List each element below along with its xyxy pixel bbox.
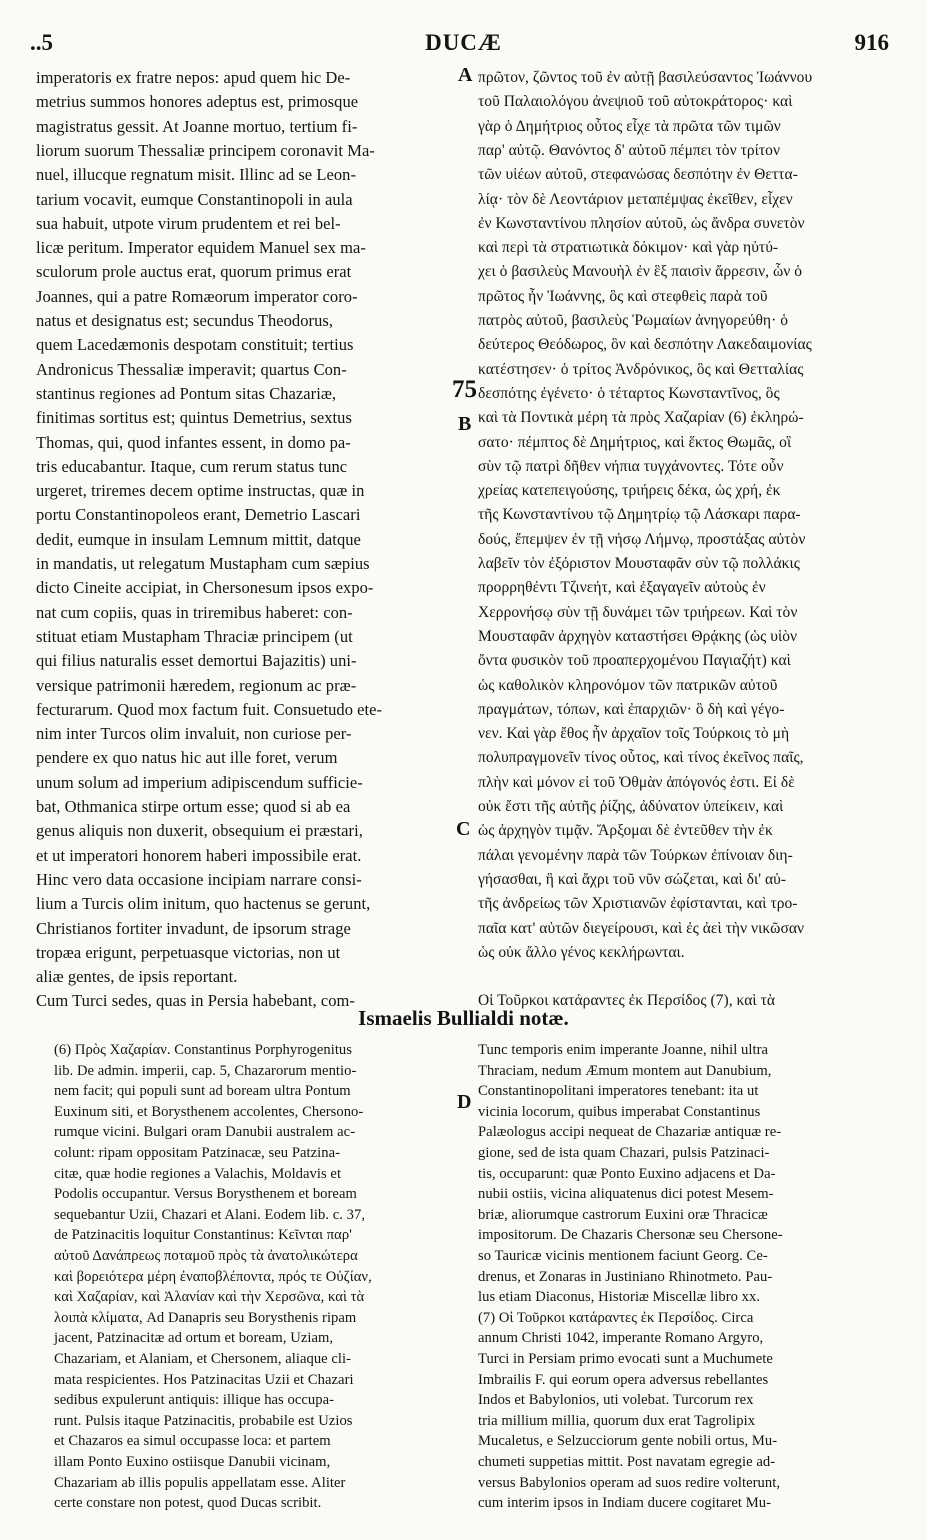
greek-line-text: οὐκ ἔστι τῆς αὐτῆς ῥίζης, ἀδύνατον ὑπείκειν, καὶ bbox=[478, 798, 784, 815]
note-left-line bbox=[54, 1102, 449, 1123]
note-left-line-text: rumque vicini. Bulgari oram Danubii australem ac- bbox=[54, 1124, 356, 1141]
greek-line-text: σατο· πέμπτος δὲ Δημήτριος, καὶ ἕκτος Θωμᾶς, οἳ bbox=[478, 433, 792, 451]
latin-line-text: sua habuit, utpote virum prudentem et rei bel- bbox=[36, 213, 341, 233]
greek-line bbox=[478, 649, 896, 673]
greek-line-text: Οἱ Τοῦρκοι κατάραντες ἐκ Περσίδος (7), καὶ τὰ bbox=[478, 992, 776, 1010]
latin-line bbox=[36, 139, 459, 163]
latin-line bbox=[36, 965, 459, 989]
latin-line bbox=[36, 188, 459, 212]
latin-line-text: imperatoris ex fratre nepos: apud quem hic De- bbox=[36, 68, 351, 87]
note-left-line bbox=[54, 1143, 449, 1164]
note-left-line-text: mata respicientes. Hos Patzinacitas Uzii et Chazari bbox=[54, 1371, 354, 1388]
notes-title: Ismaelis Bullialdi notæ. bbox=[358, 1006, 569, 1030]
latin-line-text: et ut imperatori honorem haberi impossibile erat. bbox=[36, 845, 362, 865]
latin-line-text: tris educabantur. Itaque, cum rerum status tunc bbox=[36, 456, 348, 476]
latin-line-text: metrius summos honores adeptus est, primosque bbox=[36, 92, 359, 112]
note-right-line bbox=[478, 1308, 891, 1329]
note-right-line-text: chumeti suppetias mittit. Post navatam egregie ad- bbox=[478, 1454, 776, 1470]
latin-line bbox=[36, 552, 459, 576]
note-right-line-text: tria millium millia, quorum dux erat Tagrolipix bbox=[478, 1412, 756, 1429]
greek-line-text: τῆς Κωνσταντίνου τῷ Δημητρίῳ τῷ Λάσκαρι παρα- bbox=[478, 506, 801, 524]
greek-line-text: δεσπότης ἐγένετο· ὁ τέταρτος Κωνσταντῖνος, ὃς bbox=[478, 384, 780, 402]
note-right-line bbox=[478, 1287, 891, 1308]
latin-line-text: Christianos fortiter invadunt, de ipsorum strage bbox=[36, 918, 351, 938]
greek-line bbox=[478, 212, 896, 236]
latin-line bbox=[36, 722, 459, 746]
latin-line-text: bat, Othmanica stirpe ortum esse; quod si ab ea bbox=[36, 797, 351, 816]
latin-line-text: Cum Turci sedes, quas in Persia habebant, com- bbox=[36, 991, 355, 1011]
greek-line bbox=[478, 333, 896, 357]
greek-line bbox=[478, 139, 896, 163]
latin-line-text: aliæ gentes, de ipsis reportant. bbox=[36, 967, 238, 987]
note-right-line bbox=[478, 1061, 891, 1082]
margin-marker-b: B bbox=[458, 413, 472, 435]
note-right-line-text: Constantinopolitani imperatores tenebant: ita ut bbox=[478, 1083, 759, 1100]
note-right-line bbox=[478, 1184, 891, 1205]
margin-marker-c: C bbox=[456, 818, 471, 840]
latin-line bbox=[36, 431, 459, 455]
note-right-line-text: Mucaletus, e Selzucciorum gente nobili ortus, Mu- bbox=[478, 1433, 778, 1450]
note-left-line bbox=[54, 1411, 449, 1432]
greek-line bbox=[478, 576, 896, 600]
note-right-line bbox=[478, 1349, 891, 1370]
greek-line bbox=[478, 965, 896, 989]
latin-line-text: quem Lacedæmonis despotam constituit; tertius bbox=[36, 335, 354, 355]
latin-line-text: dicto Cineite accipiat, in Chersonesum ipsos expo- bbox=[36, 578, 374, 598]
page-number-left: ..5 bbox=[30, 30, 53, 55]
latin-line bbox=[36, 455, 459, 479]
greek-line-text: δεύτερος Θεόδωρος, ὃν καὶ δεσπότην Λακεδαιμονίας bbox=[478, 336, 812, 354]
greek-line-text: γήσασθαι, ἣ καὶ ἄχρι τοῦ νῦν σώζεται, καὶ δι' αὐ- bbox=[478, 870, 787, 888]
greek-line bbox=[478, 601, 896, 625]
greek-line bbox=[478, 917, 896, 941]
greek-line bbox=[478, 941, 896, 965]
greek-line-text: κατέστησεν· ὁ τρίτος Ἀνδρόνικος, ὃς καὶ Θετταλίας bbox=[478, 360, 804, 378]
note-right-line-text: Tunc temporis enim imperante Joanne, nihil ultra bbox=[478, 1042, 769, 1058]
latin-line bbox=[36, 358, 459, 382]
greek-line-text: Μουσταφᾶν ἀρχηγὸν καταστήσει Θρᾴκης (ὡς υἱὸν bbox=[478, 627, 798, 645]
greek-line-text: γὰρ ὁ Δημήτριος οὗτος εἶχε τὰ πρῶτα τῶν τιμῶν bbox=[478, 117, 781, 135]
latin-line bbox=[36, 163, 459, 187]
note-right-line-text: annum Christi 1042, imperante Romano Argyro, bbox=[478, 1330, 764, 1347]
greek-line-text: τῶν υἱέων αὐτοῦ, στεφανώσας δεσπότην ἐν Θεττα- bbox=[478, 166, 798, 184]
latin-line-text: Hinc vero data occasione incipiam narrare consi- bbox=[36, 869, 362, 889]
note-left-line-text: sequebantur Uzii, Chazari et Alani. Eodem lib. c. 37, bbox=[54, 1206, 366, 1223]
note-right-line-text: Imbrailis F. qui eorum opera adversus rebellantes bbox=[478, 1371, 769, 1388]
greek-line bbox=[478, 455, 896, 479]
greek-line-text: δούς, ἔπεμψεν ἐν τῇ νήσῳ Λήμνῳ, προστάξας αὐτὸν bbox=[478, 530, 806, 548]
note-right-line bbox=[478, 1390, 891, 1411]
note-right-line bbox=[478, 1267, 891, 1288]
latin-line bbox=[36, 212, 459, 236]
note-right-line bbox=[478, 1493, 891, 1514]
latin-line bbox=[36, 649, 459, 673]
note-left-line bbox=[54, 1328, 449, 1349]
greek-line bbox=[478, 625, 896, 649]
greek-line bbox=[478, 66, 896, 90]
note-right-line bbox=[478, 1328, 891, 1349]
latin-line-text: lium a Turcis olim initum, quo hactenus se gerunt, bbox=[36, 894, 371, 914]
note-left-line-text: et Chazaros ea simul occupasse loca: et partem bbox=[54, 1433, 331, 1450]
note-right-line-text: vicinia locorum, quibus imperabat Constantinus bbox=[478, 1103, 761, 1120]
greek-line-text: λίᾳ· τὸν δὲ Λεοντάριον μεταπέμψας ἐκεῖθεν, εἶχεν bbox=[478, 190, 793, 208]
latin-line bbox=[36, 601, 459, 625]
note-left-line-text: (6) Πρὸς Χαζαρίαν. Constantinus Porphyrogenitus bbox=[54, 1042, 353, 1058]
greek-line-text: ὡς οὐκ ἄλλο γένος κεκλήρωνται. bbox=[478, 943, 685, 961]
latin-line bbox=[36, 576, 459, 600]
latin-line-text: stantinus regiones ad Pontum sitas Chazariæ, bbox=[36, 383, 337, 403]
note-left-line bbox=[54, 1267, 449, 1288]
greek-line-text: ὡς καθολικὸν κληρονόμον τῶν πατρικῶν αὐτοῦ bbox=[478, 676, 778, 694]
note-left-line bbox=[54, 1164, 449, 1185]
note-left-line-text: λοιπὰ κλίματα, Ad Danapris seu Borysthenis ripam bbox=[54, 1309, 357, 1326]
note-left-line-text: Euxinum siti, et Borysthenem accolentes, Chersono- bbox=[54, 1103, 364, 1120]
greek-line bbox=[478, 552, 896, 576]
greek-line-text: πραγμάτων, τόπων, καὶ ἐπαρχιῶν· ὃ δὴ καὶ γέγο- bbox=[478, 700, 785, 718]
latin-line bbox=[36, 625, 459, 649]
note-right-line-text: tis, occuparunt: quæ Ponto Euxino adjacens et Da- bbox=[478, 1165, 776, 1182]
greek-line bbox=[478, 503, 896, 527]
note-left-line bbox=[54, 1370, 449, 1391]
greek-line-text: παρ' αὐτῷ. Θανόντος δ' αὐτοῦ πέμπει τὸν τρίτον bbox=[478, 141, 780, 159]
greek-line bbox=[478, 698, 896, 722]
greek-line-text: πατρὸς αὐτοῦ, βασιλεὺς Ῥωμαίων ἀνηγορεύθη· ὁ bbox=[478, 312, 789, 329]
latin-line-text: fecturarum. Quod mox factum fuit. Consuetudo ete- bbox=[36, 699, 383, 719]
latin-line-text: licæ peritum. Imperator equidem Manuel sex ma- bbox=[36, 238, 366, 258]
note-left-line-text: Chazariam, et Alaniam, et Chersonem, aliaque cli- bbox=[54, 1351, 352, 1367]
greek-line bbox=[478, 90, 896, 114]
note-left-line-text: de Patzinacitis loquitur Constantinus: Κεῖνται παρ' bbox=[54, 1227, 352, 1244]
latin-line bbox=[36, 941, 459, 965]
latin-line bbox=[36, 844, 459, 868]
note-left-line bbox=[54, 1184, 449, 1205]
note-left-line-text: lib. De admin. imperii, cap. 5, Chazarorum mentio- bbox=[54, 1062, 357, 1079]
latin-line bbox=[36, 236, 459, 260]
note-left-line-text: sedibus expulerunt antiquis: illique has occupa- bbox=[54, 1392, 335, 1409]
note-left-line bbox=[54, 1081, 449, 1102]
note-left-line bbox=[54, 1205, 449, 1226]
note-left-line-text: runt. Pulsis itaque Patzinacitis, probabile est Uzios bbox=[54, 1412, 353, 1429]
greek-line bbox=[478, 674, 896, 698]
note-right-line-text: lus etiam Diaconus, Historiæ Miscellæ libro xx. bbox=[478, 1289, 761, 1306]
greek-line-text: πολυπραγμονεῖν τίνος οὗτος, καὶ τίνος ἐκεῖνος παῖς, bbox=[478, 749, 804, 767]
greek-line-text: χει ὁ βασιλεὺς Μανουὴλ ἐν ἓξ παισὶν ἄρρεσιν, ὧν ὁ bbox=[478, 263, 803, 281]
latin-line bbox=[36, 66, 459, 90]
note-right-line-text: briæ, aliorumque castrorum Euxini oræ Thracicæ bbox=[478, 1206, 768, 1223]
latin-line-text: magistratus gessit. At Joanne mortuo, tertium fi- bbox=[36, 116, 358, 136]
greek-line-text: πρῶτον, ζῶντος τοῦ ἐν αὐτῇ βασιλεύσαντος Ἰωάννου bbox=[478, 69, 813, 86]
greek-line bbox=[478, 819, 896, 843]
greek-line bbox=[478, 746, 896, 770]
note-left-line bbox=[54, 1390, 449, 1411]
note-right-line bbox=[478, 1473, 891, 1494]
latin-line bbox=[36, 528, 459, 552]
latin-line-text: portu Constantinopoleos erant, Demetrio Lascari bbox=[36, 505, 361, 525]
latin-line-text: liorum suorum Thessaliæ principem coronavit Ma- bbox=[36, 140, 375, 160]
latin-line bbox=[36, 333, 459, 357]
latin-line bbox=[36, 795, 459, 819]
latin-line-text: in mandatis, ut relegatum Mustapham cum sæpius bbox=[36, 554, 370, 573]
greek-line bbox=[478, 163, 896, 187]
note-left-line-text: jacent, Patzinacitæ ad ortum et boream, Uziam, bbox=[54, 1330, 334, 1347]
note-right-line bbox=[478, 1122, 891, 1143]
note-right-line bbox=[478, 1452, 891, 1473]
note-left-line bbox=[54, 1061, 449, 1082]
note-right-line-text: cum interim ipsos in Indiam ducere cogitaret Mu- bbox=[478, 1495, 771, 1512]
note-right-line bbox=[478, 1225, 891, 1246]
latin-line-text: genus aliquis non duxerit, obsequium ei præstari, bbox=[36, 821, 363, 841]
note-left-line-text: Chazariam ab illis populis appellatam esse. Aliter bbox=[54, 1474, 346, 1491]
greek-line-text: σὺν τῷ πατρὶ δῆθεν νήπια τυγχάνοντες. Τότε οὖν bbox=[478, 457, 784, 475]
note-right-line-text: Turci in Persiam primo evocati sunt a Muchumete bbox=[478, 1351, 773, 1367]
note-left-line bbox=[54, 1225, 449, 1246]
latin-line-text: sculorum prole auctus erat, quorum primus erat bbox=[36, 262, 352, 282]
note-left-line bbox=[54, 1452, 449, 1473]
note-left-line-text: nem facit; qui populi sunt ad boream ultra Pontum bbox=[54, 1083, 351, 1100]
latin-line bbox=[36, 917, 459, 941]
note-left-line bbox=[54, 1040, 449, 1061]
latin-line bbox=[36, 115, 459, 139]
note-left-line bbox=[54, 1349, 449, 1370]
note-left-line bbox=[54, 1431, 449, 1452]
latin-line-text: urgeret, triremes decem optime instructas, quæ in bbox=[36, 481, 365, 501]
note-right-line bbox=[478, 1246, 891, 1267]
greek-line bbox=[478, 892, 896, 916]
note-right-line bbox=[478, 1040, 891, 1061]
greek-line-text: Χερρονήσῳ σὺν τῇ δυνάμει τῶν τριήρεων. Καὶ τὸν bbox=[478, 603, 798, 621]
note-left-line bbox=[54, 1287, 449, 1308]
note-left-line-text: illam Ponto Euxino ostiisque Danubii vicinam, bbox=[54, 1454, 331, 1470]
note-right-line-text: Thraciam, nedum Æmum montem aut Danubium, bbox=[478, 1062, 772, 1079]
latin-line-text: tropæa erigunt, perpetuasque victorias, non ut bbox=[36, 942, 341, 962]
latin-line-text: qui filius naturalis esset demortui Bajazitis) uni- bbox=[36, 651, 357, 671]
greek-line-text: τῆς ἀνδρείως τῶν Χριστιανῶν ἐφίστανται, καὶ τρο- bbox=[478, 895, 798, 913]
note-right-line-text: so Tauricæ vicinis mentionem faciunt Georg. Ce- bbox=[478, 1248, 768, 1264]
greek-line bbox=[478, 260, 896, 284]
latin-line bbox=[36, 382, 459, 406]
note-right-line bbox=[478, 1370, 891, 1391]
note-right-line bbox=[478, 1411, 891, 1432]
greek-line bbox=[478, 771, 896, 795]
greek-line bbox=[478, 406, 896, 430]
greek-line bbox=[478, 431, 896, 455]
latin-line bbox=[36, 698, 459, 722]
greek-line-text: χρείας κατεπειγούσης, τριήρεις δέκα, ὡς χρή, ἐκ bbox=[478, 482, 781, 500]
note-right-line-text: gione, sed de ista quam Chazari, pulsis Patzinaci- bbox=[478, 1145, 770, 1161]
latin-line-text: Joannes, qui a patre Romæorum imperator coro- bbox=[36, 286, 358, 306]
latin-line-text: pendere ex quo natus hic aut ille foret, verum bbox=[36, 748, 338, 768]
margin-marker-d: D bbox=[457, 1091, 472, 1113]
greek-line bbox=[478, 795, 896, 819]
latin-line-text: natus et designatus est; secundus Theodorus, bbox=[36, 311, 334, 330]
note-left-line-text: certe constare non potest, quod Ducas scribit. bbox=[54, 1495, 322, 1512]
note-right-line-text: (7) Οἱ Τοῦρκοι κατάραντες ἐκ Περσίδος. Circa bbox=[478, 1309, 754, 1326]
latin-line-text: stituat etiam Mustapham Thraciæ principem (ut bbox=[36, 626, 353, 646]
latin-line-text: nuel, illucque regnatum misit. Illinc ad se Leon- bbox=[36, 165, 356, 185]
greek-line bbox=[478, 722, 896, 746]
note-left-line-text: Podolis occupantur. Versus Borysthenem et boream bbox=[54, 1186, 357, 1203]
latin-line-text: versique patrimonii hæredem, regionum ac præ- bbox=[36, 675, 357, 695]
greek-line-text: καὶ περὶ τὰ στρατιωτικὰ δόκιμον· καὶ γὰρ ηὐτύ- bbox=[478, 239, 779, 257]
greek-line-text: προρρηθέντι Τζινεήτ, καὶ ἐξαγαγεῖν αὐτοὺς ἐν bbox=[478, 579, 766, 597]
greek-line-text: νεν. Καὶ γὰρ ἔθος ἦν ἀρχαῖον τοῖς Τούρκοις τὸ μὴ bbox=[478, 725, 790, 743]
greek-line-text: παῖα κατ' αὐτῶν διεγείρουσι, καὶ ἐς ἀεὶ τὴν νικῶσαν bbox=[478, 919, 805, 937]
note-left-line bbox=[54, 1246, 449, 1267]
latin-line bbox=[36, 90, 459, 114]
greek-line-text: τοῦ Παλαιολόγου ἀνεψιοῦ τοῦ αὐτοκράτορος· καὶ bbox=[478, 93, 793, 111]
note-left-line-text: καὶ βορειότερα μέρη ἐναποβλέποντα, πρός τε Οὐζίαν, bbox=[54, 1268, 372, 1285]
greek-line bbox=[478, 479, 896, 503]
latin-line-text: nim inter Turcos olim invaluit, non curiose per- bbox=[36, 724, 352, 744]
greek-line-text: ὄντα φυσικὸν τοῦ προαπερχομένου Παγιαζήτ) καὶ bbox=[478, 652, 791, 670]
greek-line bbox=[478, 528, 896, 552]
greek-line-text: ἐν Κωνσταντίνου πλησίον αὐτοῦ, ὡς ἄνδρα συνετὸν bbox=[478, 214, 805, 232]
latin-line bbox=[36, 309, 459, 333]
note-left-line-text: καὶ Χαζαρίαν, καὶ Ἀλανίαν καὶ τὴν Χερσῶνα, καὶ τὰ bbox=[54, 1289, 365, 1306]
latin-line-text: nat cum copiis, quas in triremibus haberet: con- bbox=[36, 602, 353, 622]
greek-line bbox=[478, 309, 896, 333]
note-right-line bbox=[478, 1205, 891, 1226]
page-header bbox=[30, 30, 897, 64]
note-left-line-text: colunt: ripam oppositam Patzinacæ, seu Patzina- bbox=[54, 1145, 341, 1161]
greek-line bbox=[478, 188, 896, 212]
greek-line bbox=[478, 868, 896, 892]
greek-line bbox=[478, 358, 896, 382]
greek-line bbox=[478, 236, 896, 260]
greek-line-text: λαβεῖν τὸν ἐξόριστον Μουσταφᾶν σὺν τῷ πολλάκις bbox=[478, 555, 800, 572]
latin-line-text: unum solum ad imperium adipiscendum sufficie- bbox=[36, 772, 363, 792]
note-right-line-text: impositorum. De Chazaris Chersonæ seu Chersone- bbox=[478, 1227, 783, 1244]
note-left-line-text: αὐτοῦ Δανάπρεως ποταμοῦ πρὸς τὰ ἀνατολικώτερα bbox=[54, 1248, 358, 1264]
note-right-line-text: versus Babylonios operam ad suos redire volterunt, bbox=[478, 1474, 781, 1491]
running-title: DUCÆ bbox=[425, 30, 502, 55]
note-left-line bbox=[54, 1308, 449, 1329]
greek-line-text: πάλαι γενομένην παρὰ τῶν Τούρκων ἐπίνοιαν διη- bbox=[478, 846, 793, 864]
latin-line bbox=[36, 674, 459, 698]
note-right-line bbox=[478, 1431, 891, 1452]
note-left-line-text: citæ, quæ hodie regiones a Valachis, Moldavis et bbox=[54, 1165, 342, 1182]
latin-line bbox=[36, 285, 459, 309]
greek-line bbox=[478, 115, 896, 139]
note-left-line bbox=[54, 1122, 449, 1143]
margin-page-number: 75 bbox=[452, 376, 477, 403]
latin-line bbox=[36, 406, 459, 430]
greek-line bbox=[478, 285, 896, 309]
note-right-line bbox=[478, 1081, 891, 1102]
greek-line bbox=[478, 844, 896, 868]
greek-line bbox=[478, 382, 896, 406]
latin-line bbox=[36, 892, 459, 916]
note-right-line-text: Palæologus accipi nequeat de Chazariæ antiquæ re- bbox=[478, 1124, 782, 1141]
note-right-line bbox=[478, 1143, 891, 1164]
greek-line-text: πλὴν καὶ μόνον εἰ τοῦ Ὀθμὰν ἀπόγονός ἐστι. Εἰ δὲ bbox=[478, 773, 795, 791]
latin-line bbox=[36, 771, 459, 795]
page-number-right: 916 bbox=[854, 30, 889, 55]
latin-line-text: dedit, eumque in insulam Lemnum mittit, datque bbox=[36, 529, 361, 549]
latin-line-text: Thomas, qui, quod infantes essent, in domo pa- bbox=[36, 432, 351, 452]
latin-line bbox=[36, 479, 459, 503]
latin-line bbox=[36, 503, 459, 527]
margin-marker-a: A bbox=[458, 64, 473, 86]
latin-line bbox=[36, 819, 459, 843]
note-right-line-text: Indos et Babylonios, uti volebat. Turcorum rex bbox=[478, 1392, 754, 1409]
note-right-line bbox=[478, 1164, 891, 1185]
note-left-line bbox=[54, 1493, 449, 1514]
note-right-line-text: nubii ostiis, vicina aliquatenus dici potest Mesem- bbox=[478, 1186, 774, 1203]
latin-line bbox=[36, 260, 459, 284]
note-right-line-text: drenus, et Zonaras in Justiniano Rhinotmeto. Pau- bbox=[478, 1268, 773, 1285]
latin-line-text: finitimas sortitus est; quintus Demetrius, sextus bbox=[36, 408, 352, 428]
latin-line-text: tarium vocavit, eumque Constantinopoli in aula bbox=[36, 189, 353, 209]
latin-line bbox=[36, 746, 459, 770]
note-right-line bbox=[478, 1102, 891, 1123]
latin-line-text: Andronicus Thessaliæ imperavit; quartus Con- bbox=[36, 359, 347, 379]
greek-line-text: ὡς ἀρχηγὸν τιμᾷν. Ἄρξομαι δὲ ἐντεῦθεν τὴν ἐκ bbox=[478, 822, 773, 840]
latin-line bbox=[36, 868, 459, 892]
greek-line-text: πρῶτος ἦν Ἰωάννης, ὃς καὶ στεφθεὶς παρὰ τοῦ bbox=[478, 287, 768, 305]
greek-line-text: καὶ τὰ Ποντικὰ μέρη τὰ πρὸς Χαζαρίαν (6) ἐκληρώ- bbox=[478, 409, 804, 427]
note-left-line bbox=[54, 1473, 449, 1494]
